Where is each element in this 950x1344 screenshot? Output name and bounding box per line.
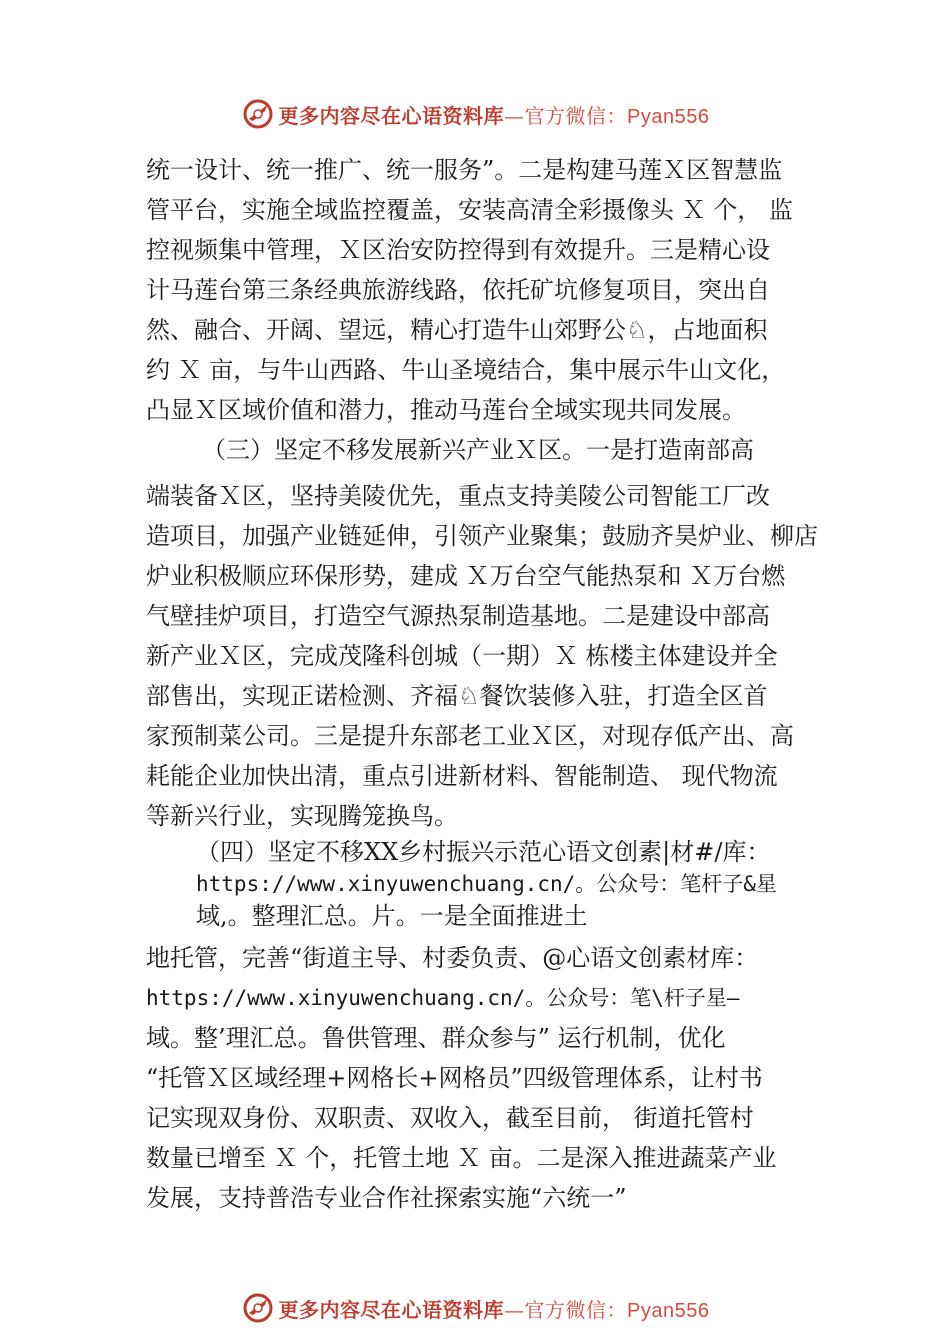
watermark-url-line: https://www.xinyuwenchuang.cn/。公众号：笔\杆子星— — [146, 986, 740, 1010]
logo-icon — [241, 1291, 275, 1325]
text-line: 记实现双身份、双职责、双收入，截至目前， 街道托管村 — [146, 1104, 754, 1132]
logo-icon — [241, 97, 275, 131]
footer-banner-part1: 更多内容尽在心语资料库 — [278, 1297, 505, 1322]
header-banner-text — [279, 100, 710, 129]
text-line: 气壁挂炉项目，打造空气源热泵制造基地。二是建设中部高 — [146, 602, 770, 630]
text-line: 凸显Ｘ区域价值和潜力，推动马莲台全域实现共同发展。 — [146, 396, 746, 424]
text-line: 部售出，实现正诺检测、齐福♘餐饮装修入驻，打造全区首 — [146, 682, 768, 710]
text-line: 家预制菜公司。三是提升东部老工业Ｘ区，对现存低产出、高 — [146, 722, 794, 750]
document-body — [146, 150, 826, 1218]
text-line: 然、融合、开阔、望远，精心打造牛山郊野公♘，占地面积 — [146, 316, 768, 344]
text-line: 约 Ｘ 亩，与牛山西路、牛山圣境结合，集中展示牛山文化， — [146, 356, 786, 384]
text-line: 控视频集中管理，Ｘ区治安防控得到有效提升。三是精心设 — [146, 236, 770, 264]
text-line: 管平台，实施全域监控覆盖，安装高清全彩摄像头 Ｘ 个， 监 — [146, 196, 793, 224]
footer-banner-part2: —官方微信： — [504, 1297, 628, 1322]
text-line: 耗能企业加快出清，重点引进新材料、智能制造、 现代物流 — [146, 762, 778, 790]
text-line: 造项目，加强产业链延伸，引领产业聚集；鼓励齐昊炉业、柳店 — [146, 522, 818, 550]
text-line: 等新兴行业，实现腾笼换鸟。 — [146, 802, 458, 830]
section-heading-3: （三）坚定不移发展新兴产业Ｘ区。一是打造南部高 — [202, 436, 754, 464]
text-line: 端装备Ｘ区，坚持美陵优先，重点支持美陵公司智能工厂改 — [146, 482, 770, 510]
text-line: 统一设计、统一推广、统一服务”。二是构建马莲Ｘ区智慧监 — [146, 156, 783, 184]
text-line: 域。整’理汇总。鲁供管理、群众参与” 运行机制，优化 — [146, 1024, 726, 1052]
footer-banner-part3: Pyan556 — [627, 1299, 710, 1322]
text-line: 发展，支持普浩专业合作社探索实施“六统一” — [146, 1184, 627, 1212]
text-line: 炉业积极顺应环保形势，建成 Ｘ万台空气能热泵和 Ｘ万台燃 — [146, 562, 786, 590]
header-banner-part2: —官方微信： — [504, 103, 628, 128]
text-line: 计马莲台第三条经典旅游线路，依托矿坑修复项目，突出自 — [146, 276, 770, 304]
header-banner-part3: Pyan556 — [627, 105, 710, 128]
text-line: 地托管，完善“街道主导、村委负责、@心语文创素材库： — [146, 944, 759, 972]
footer-banner-text — [279, 1294, 710, 1323]
text-line: 域,。整理汇总。片。一是全面推进土 — [196, 902, 588, 930]
header-banner-part1: 更多内容尽在心语资料库 — [278, 103, 505, 128]
text-line: 数量已增至 Ｘ 个，托管土地 Ｘ 亩。二是深入推进蔬菜产业 — [146, 1144, 777, 1172]
header-banner — [0, 94, 950, 134]
watermark-url-line: https://www.xinyuwenchuang.cn/。公众号：笔杆子&星 — [196, 872, 777, 896]
text-line: “托管Ｘ区域经理+网格长+网格员”四级管理体系，让村书 — [146, 1064, 763, 1092]
footer-banner — [0, 1288, 950, 1328]
text-line: 新产业Ｘ区，完成茂隆科创城（一期）Ｘ 栋楼主体建设并全 — [146, 642, 778, 670]
section-heading-4: （四）坚定不移XX乡村振兴示范心语文创素|材#/库： — [196, 838, 771, 866]
